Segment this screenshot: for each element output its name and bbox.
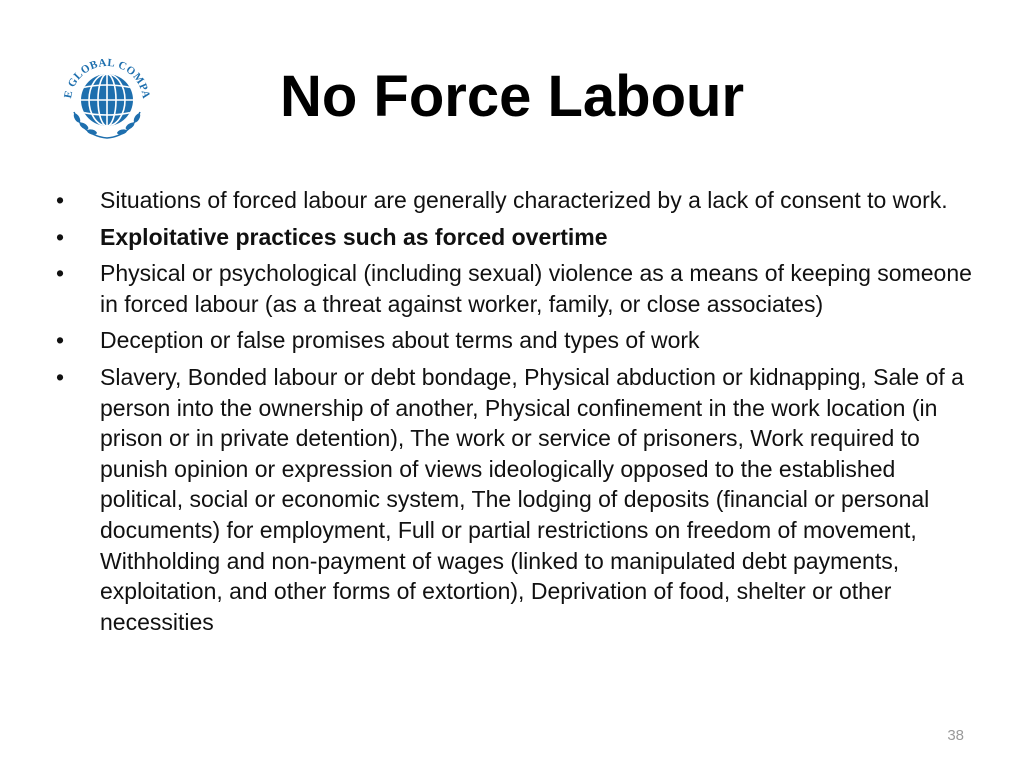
bullet-symbol: • xyxy=(56,260,65,287)
svg-text:THE GLOBAL COMPACT: E GLOBAL COMPA xyxy=(62,56,152,100)
slide-title: No Force Labour xyxy=(279,64,745,129)
page-number: 38 xyxy=(947,727,964,744)
bullet-symbol: • xyxy=(56,223,65,250)
bullet-text: Exploitative practices such as forced overtime xyxy=(100,223,608,250)
bullet-item xyxy=(56,222,976,253)
bullet-text: Situations of forced labour are generally characterized by a lack of consent to work. xyxy=(100,187,948,213)
bullet-text: Slavery, Bonded labour or debt bondage, Physical abduction or kidnapping, Sale of a person into the ownership of another, Physical confinement in the work location (in prison or in private detention), The work or service of prisoners, Work required to punish opinion or expression of views ideologically opposed to the established political, social or economic system, The lodging of deposits (financial or personal documents) for employment, Full or partial restrictions on freedom of movement, Withholding and non-payment of wages (linked to manipulated debt payments, exploitation, and other forms of extortion), Deprivation of food, shelter or other necessities xyxy=(100,363,964,635)
bullet-text: Deception or false promises about terms and types of work xyxy=(100,327,700,354)
bullet-list xyxy=(56,185,976,643)
bullet-symbol: • xyxy=(56,327,65,354)
bullet-symbol: • xyxy=(56,187,65,213)
bullet-item xyxy=(56,362,976,637)
bullet-item xyxy=(56,325,976,356)
bullet-text: Physical or psychological (including sexual) violence as a means of keeping someone in forced labour (as a threat against worker, family, or close associates) xyxy=(100,260,972,317)
bullet-item xyxy=(56,258,976,319)
bullet-symbol: • xyxy=(56,363,65,390)
bullet-item xyxy=(56,185,976,216)
